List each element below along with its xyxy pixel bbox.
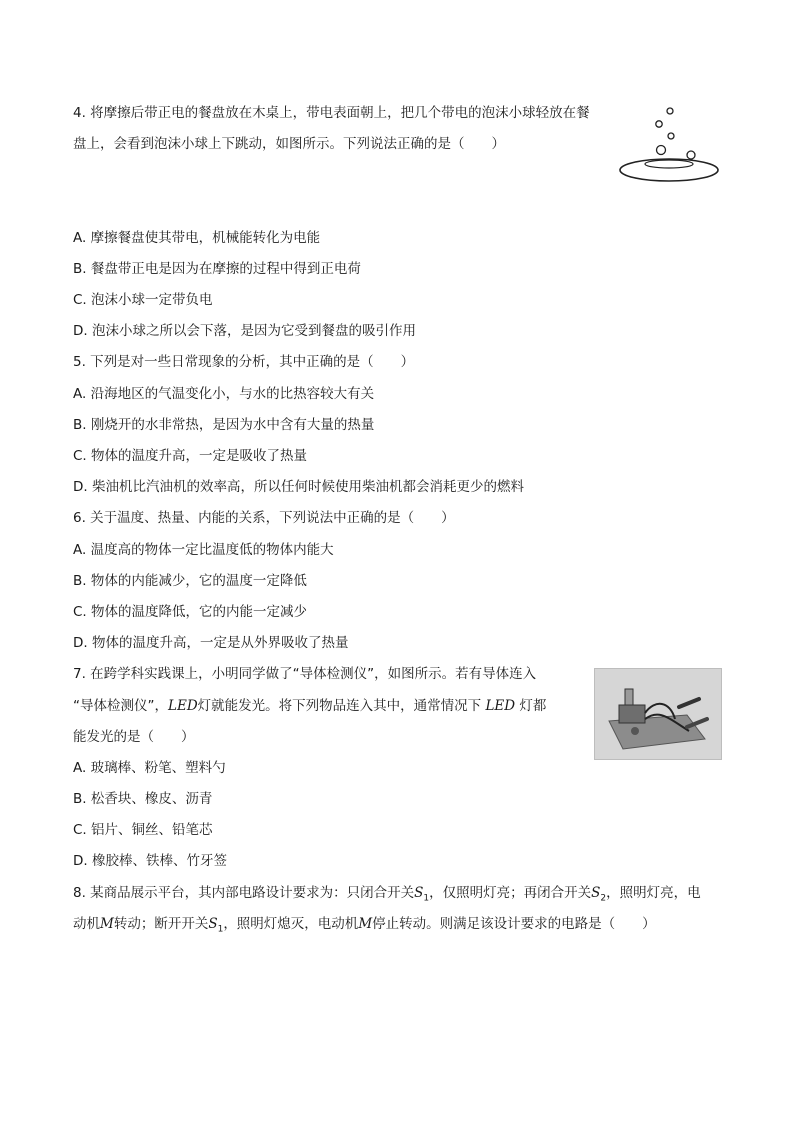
q5-option-c: C. 物体的温度升高，一定是吸收了热量	[73, 448, 308, 464]
switch-s2-subscript: 2	[600, 893, 607, 904]
q7-option-b: B. 松香块、橡皮、沥青	[73, 791, 213, 807]
q7-text: 灯都	[519, 698, 547, 714]
q4-option-b: B. 餐盘带正电是因为在摩擦的过程中得到正电荷	[73, 261, 361, 277]
q5-option-a: A. 沿海地区的气温变化小，与水的比热容较大有关	[73, 386, 375, 402]
conductor-tester-photo	[594, 668, 722, 760]
led-holder	[625, 689, 633, 705]
q8-text: ，照明灯熄灭，电动机	[223, 916, 359, 932]
plate-inner	[645, 160, 693, 168]
q8-stem-line1	[73, 884, 701, 908]
q6-option-a: A. 温度高的物体一定比温度低的物体内能大	[73, 542, 334, 558]
q5-stem: 5. 下列是对一些日常现象的分析，其中正确的是（ ）	[73, 354, 415, 370]
q4-option-d: D. 泡沫小球之所以会下落，是因为它受到餐盘的吸引作用	[73, 323, 416, 339]
switch-s1-subscript: 1	[217, 924, 224, 935]
q6-option-d: D. 物体的温度升高，一定是从外界吸收了热量	[73, 635, 349, 651]
foam-ball	[687, 151, 695, 159]
q7-text: “导体检测仪”，	[73, 698, 168, 714]
plate	[620, 159, 718, 181]
q8-text: ，仅照明灯亮；再闭合开关	[429, 885, 592, 901]
switch-s1-label: S	[208, 916, 218, 932]
q6-stem: 6. 关于温度、热量、内能的关系，下列说法中正确的是（ ）	[73, 510, 455, 526]
q7-option-c: C. 铝片、铜丝、铅笔芯	[73, 822, 213, 838]
foam-ball	[668, 133, 674, 139]
charged-plate-figure	[616, 104, 724, 186]
q8-text: 8. 某商品展示平台，其内部电路设计要求为：只闭合开关	[73, 885, 415, 901]
battery-box	[619, 705, 645, 723]
q8-text: ，照明灯亮，电	[606, 885, 701, 901]
motor-m-label: M	[358, 916, 373, 932]
q7-stem-line1: 7. 在跨学科实践课上，小明同学做了“导体检测仪”，如图所示。若有导体连入	[73, 666, 537, 682]
foam-ball	[667, 108, 673, 114]
foam-ball	[656, 121, 662, 127]
q6-option-c: C. 物体的温度降低，它的内能一定减少	[73, 604, 308, 620]
q4-stem-line1: 4. 将摩擦后带正电的餐盘放在木桌上，带电表面朝上，把几个带电的泡沫小球轻放在餐	[73, 105, 590, 121]
q7-option-a: A. 玻璃棒、粉笔、塑料勺	[73, 760, 226, 776]
switch-s2-label: S	[591, 885, 601, 901]
q8-text: 动机	[73, 916, 100, 932]
q6-option-b: B. 物体的内能减少，它的温度一定降低	[73, 573, 307, 589]
q5-option-b: B. 刚烧开的水非常热，是因为水中含有大量的热量	[73, 417, 375, 433]
switch-s1-label: S	[414, 885, 424, 901]
switch	[631, 727, 639, 735]
q8-stem-line2	[73, 915, 656, 939]
q7-stem-line2	[73, 697, 546, 715]
q4-stem-line2: 盘上，会看到泡沫小球上下跳动，如图所示。下列说法正确的是（ ）	[73, 136, 505, 152]
q8-text: 停止转动。则满足该设计要求的电路是（ ）	[372, 916, 656, 932]
led-label: LED	[168, 698, 198, 714]
q7-text: 灯就能发光。将下列物品连入其中，通常情况下	[197, 698, 482, 714]
q8-text: 转动；断开开关	[113, 916, 209, 932]
q7-stem-line3: 能发光的是（ ）	[73, 729, 195, 745]
motor-m-label: M	[100, 916, 114, 932]
foam-ball	[657, 146, 666, 155]
q7-option-d: D. 橡胶棒、铁棒、竹牙签	[73, 853, 227, 869]
q4-option-a: A. 摩擦餐盘使其带电，机械能转化为电能	[73, 230, 321, 246]
switch-s1-subscript: 1	[423, 893, 430, 904]
led-label: LED	[485, 698, 516, 714]
q4-option-c: C. 泡沫小球一定带负电	[73, 292, 213, 308]
conductor-tester-drawing	[595, 669, 721, 759]
q5-option-d: D. 柴油机比汽油机的效率高，所以任何时候使用柴油机都会消耗更少的燃料	[73, 479, 524, 495]
